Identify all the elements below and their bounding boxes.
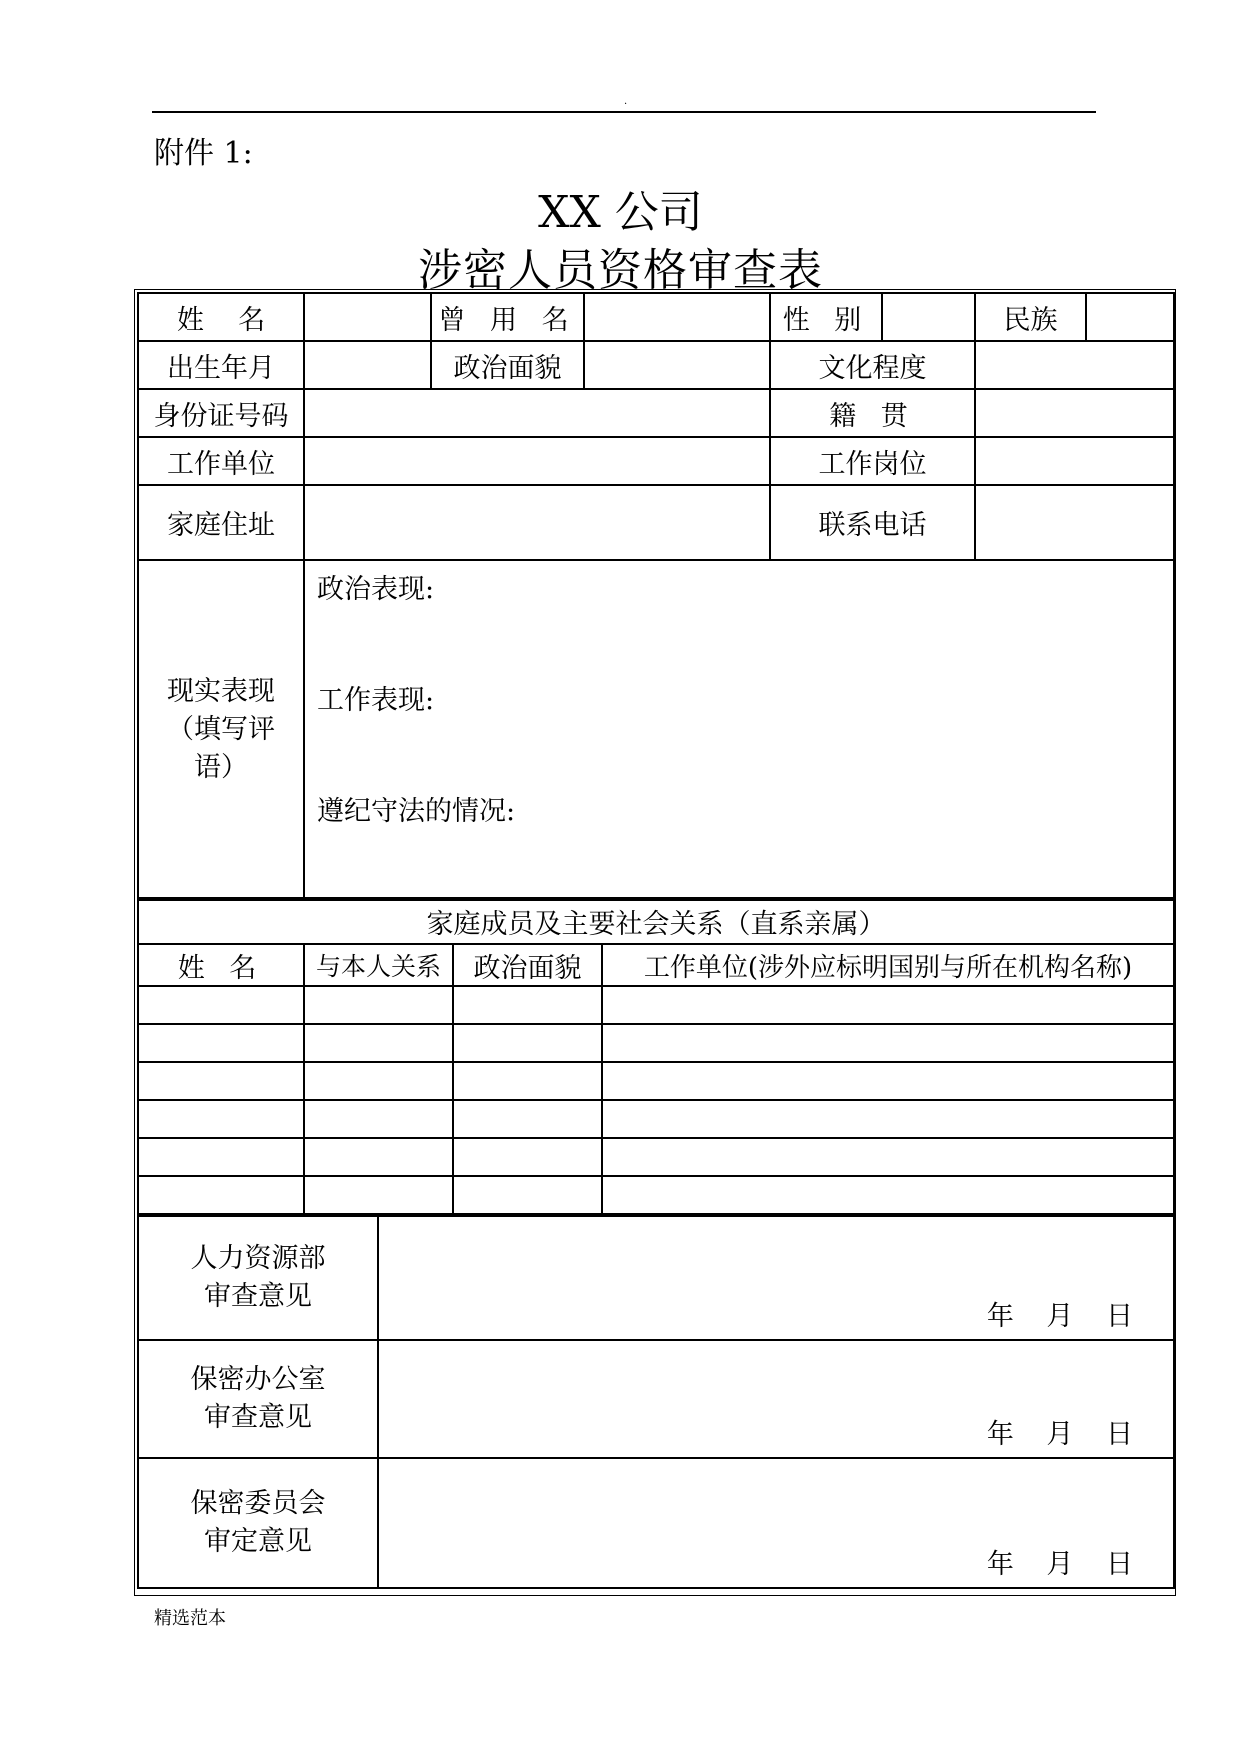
gender-label: 性 别 (770, 293, 882, 341)
name-label: 姓 名 (138, 293, 304, 341)
gender-field[interactable] (882, 293, 975, 341)
former-name-field[interactable] (584, 293, 770, 341)
family-table (137, 897, 1175, 1215)
hr-review-label (138, 1216, 378, 1340)
family-row (138, 1138, 1174, 1176)
secrecy-office-review-date: 年 月 日 (986, 1419, 1133, 1450)
footer-note: 精选范本 (154, 1608, 226, 1629)
family-cell[interactable] (453, 1024, 602, 1062)
family-cell[interactable] (138, 1062, 304, 1100)
header-dot: . (624, 96, 628, 107)
phone-field[interactable] (975, 485, 1174, 560)
birth-label: 出生年月 (138, 341, 304, 389)
political-status-label: 政治面貌 (431, 341, 584, 389)
name-field[interactable] (304, 293, 431, 341)
review-table (137, 1215, 1175, 1589)
family-cell[interactable] (453, 1176, 602, 1214)
family-row (138, 986, 1174, 1024)
education-label: 文化程度 (770, 341, 975, 389)
header-rule (152, 111, 1096, 113)
hr-review-date: 年 月 日 (986, 1301, 1133, 1332)
family-cell[interactable] (602, 986, 1174, 1024)
id-number-label: 身份证号码 (138, 389, 304, 437)
secrecy-committee-label-line2: 审定意见 (204, 1526, 312, 1557)
company-title: XX 公司 (538, 187, 703, 238)
ethnicity-field[interactable] (1086, 293, 1174, 341)
family-cell[interactable] (304, 1138, 453, 1176)
family-cell[interactable] (453, 1100, 602, 1138)
secrecy-office-label-line1: 保密办公室 (190, 1364, 326, 1395)
family-cell[interactable] (138, 1138, 304, 1176)
secrecy-committee-label-line1: 保密委员会 (190, 1488, 326, 1519)
ethnicity-label: 民族 (975, 293, 1086, 341)
family-col-name: 姓 名 (138, 944, 304, 986)
performance-table (137, 559, 1175, 901)
family-cell[interactable] (138, 1176, 304, 1214)
family-cell[interactable] (304, 1100, 453, 1138)
family-row (138, 1176, 1174, 1214)
secrecy-committee-review-date: 年 月 日 (986, 1549, 1133, 1580)
performance-field[interactable] (304, 560, 1174, 900)
address-field[interactable] (304, 485, 770, 560)
position-field[interactable] (975, 437, 1174, 485)
position-label: 工作岗位 (770, 437, 975, 485)
education-field[interactable] (975, 341, 1174, 389)
family-cell[interactable] (602, 1138, 1174, 1176)
family-col-political: 政治面貌 (453, 944, 602, 986)
family-cell[interactable] (602, 1024, 1174, 1062)
native-place-field[interactable] (975, 389, 1174, 437)
secrecy-office-review-field[interactable] (378, 1340, 1174, 1458)
family-cell[interactable] (453, 1062, 602, 1100)
hr-review-label-line1: 人力资源部 (190, 1243, 326, 1274)
family-cell[interactable] (453, 1138, 602, 1176)
secrecy-office-label-line2: 审查意见 (204, 1402, 312, 1433)
family-title: 家庭成员及主要社会关系（直系亲属） (138, 898, 1174, 944)
family-cell[interactable] (453, 986, 602, 1024)
attachment-label: 附件 1: (154, 136, 253, 171)
political-status-field[interactable] (584, 341, 770, 389)
family-cell[interactable] (602, 1176, 1174, 1214)
employer-label: 工作单位 (138, 437, 304, 485)
native-place-label: 籍 贯 (770, 389, 975, 437)
family-cell[interactable] (602, 1062, 1174, 1100)
id-number-field[interactable] (304, 389, 770, 437)
work-performance-label: 工作表现: (317, 685, 435, 716)
secrecy-committee-review-field[interactable] (378, 1458, 1174, 1588)
family-cell[interactable] (138, 1100, 304, 1138)
phone-label: 联系电话 (770, 485, 975, 560)
secrecy-office-review-label (138, 1340, 378, 1458)
family-row (138, 1024, 1174, 1062)
basic-info-table (137, 292, 1175, 561)
family-cell[interactable] (304, 1176, 453, 1214)
family-col-relation: 与本人关系 (304, 944, 453, 986)
family-cell[interactable] (304, 1024, 453, 1062)
employer-field[interactable] (304, 437, 770, 485)
hr-review-field[interactable] (378, 1216, 1174, 1340)
family-cell[interactable] (304, 986, 453, 1024)
family-cell[interactable] (304, 1062, 453, 1100)
political-performance-label: 政治表现: (317, 574, 435, 605)
performance-label (138, 560, 304, 900)
secrecy-committee-review-label (138, 1458, 378, 1588)
law-abiding-label: 遵纪守法的情况: (317, 796, 516, 827)
address-label: 家庭住址 (138, 485, 304, 560)
performance-label-text: 现实表现（填写评语） (167, 676, 275, 783)
family-cell[interactable] (138, 1024, 304, 1062)
family-row (138, 1100, 1174, 1138)
hr-review-label-line2: 审查意见 (204, 1281, 312, 1312)
family-col-employer: 工作单位(涉外应标明国别与所在机构名称) (602, 944, 1174, 986)
family-row (138, 1062, 1174, 1100)
family-cell[interactable] (138, 986, 304, 1024)
former-name-label: 曾 用 名 (431, 293, 584, 341)
birth-field[interactable] (304, 341, 431, 389)
family-cell[interactable] (602, 1100, 1174, 1138)
form-title: 涉密人员资格审查表 (418, 245, 823, 296)
